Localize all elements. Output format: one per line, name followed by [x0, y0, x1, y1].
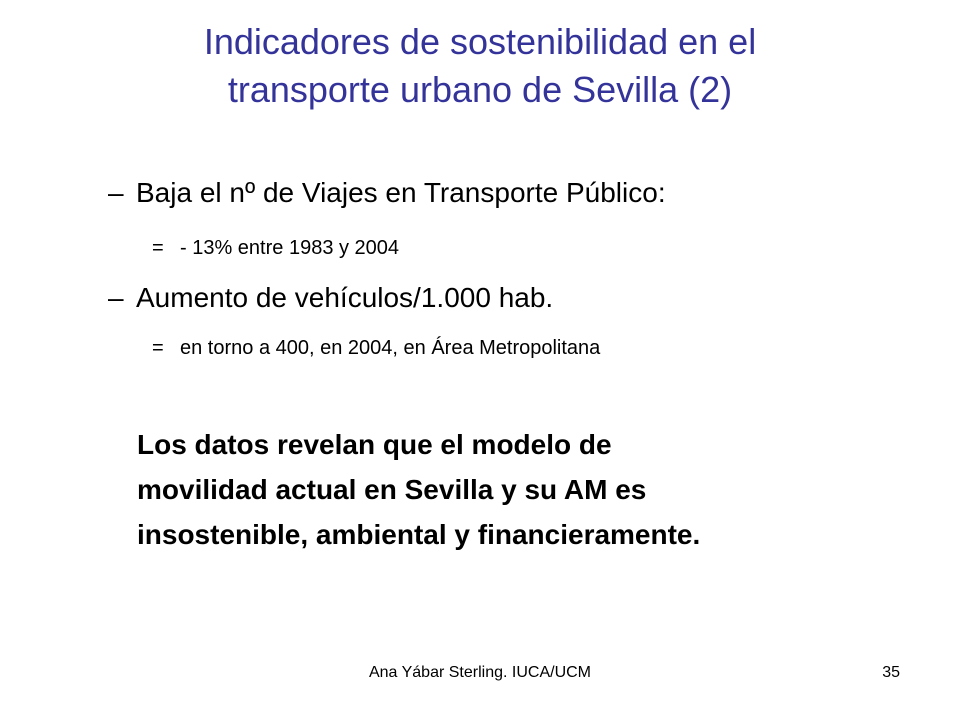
slide-title [60, 18, 900, 114]
bullet-item [108, 281, 553, 315]
footer-author: Ana Yábar Sterling. IUCA/UCM [368, 664, 591, 681]
sub-bullet-text: en torno a 400, en 2004, en Área Metropolitana [180, 337, 601, 359]
conclusion-line: insostenible, ambiental y financieramente. [137, 519, 701, 550]
bullet-text: Aumento de vehículos/1.000 hab. [136, 282, 554, 313]
bullet-dash: – [108, 282, 124, 313]
sub-bullet-marker: = [152, 337, 164, 359]
bullet-text: Baja el nº de Viajes en Transporte Público: [136, 177, 666, 208]
bullet-dash: – [108, 177, 124, 208]
sub-bullet-item [152, 235, 399, 261]
bullet-item [108, 176, 666, 210]
sub-bullet-item [152, 335, 600, 361]
sub-bullet-text: - 13% entre 1983 y 2004 [180, 237, 400, 259]
page-number: 35 [882, 664, 900, 681]
conclusion-line: movilidad actual en Sevilla y su AM es [137, 474, 647, 505]
conclusion-line: Los datos revelan que el modelo de [137, 429, 612, 460]
slide-title-line: transporte urbano de Sevilla (2) [227, 69, 733, 110]
sub-bullet-marker: = [152, 237, 164, 259]
conclusion-text [137, 422, 917, 557]
slide-title-line: Indicadores de sostenibilidad en el [203, 21, 757, 62]
